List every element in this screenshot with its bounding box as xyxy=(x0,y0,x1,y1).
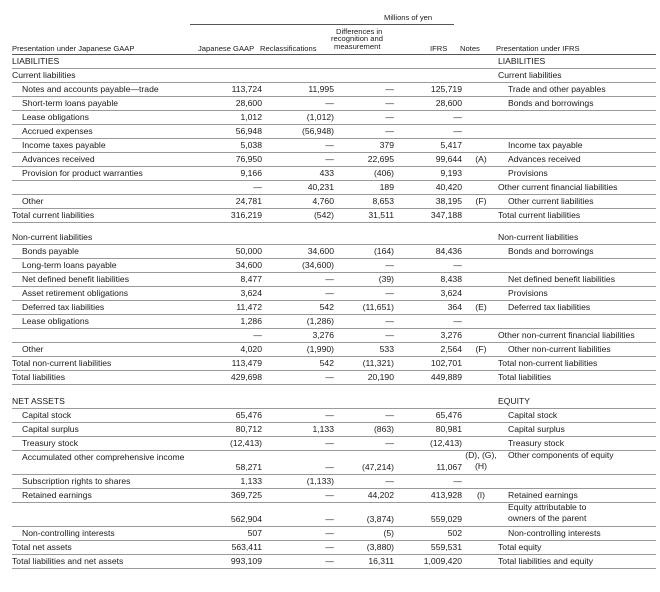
ifrs-caption: Other current liabilities xyxy=(508,196,594,206)
table-row xyxy=(12,54,656,69)
jgaap-caption: Capital surplus xyxy=(22,424,79,434)
ifrs-amount: 28,600 xyxy=(435,98,462,108)
note-reference: (F) xyxy=(475,196,487,206)
header-units: Millions of yen xyxy=(384,13,433,22)
ifrs-amount: 40,420 xyxy=(435,182,462,192)
note-reference xyxy=(464,82,498,96)
jgaap-caption: Accumulated other comprehensive income xyxy=(22,452,185,462)
table-row xyxy=(12,436,656,451)
reclassification-amount: 542 xyxy=(319,358,334,368)
ifrs-caption: Trade and other payables xyxy=(508,84,606,94)
jgaap-caption: Total current liabilities xyxy=(12,210,95,220)
jgaap-caption: Short-term loans payable xyxy=(22,98,119,108)
ifrs-amount: 1,009,420 xyxy=(423,556,462,566)
ifrs-caption-line-1: Equity attributable to xyxy=(508,502,587,512)
note-reference xyxy=(464,408,498,422)
difference-amount: (406) xyxy=(373,168,394,178)
jgaap-caption: Lease obligations xyxy=(22,316,89,326)
difference-amount: — xyxy=(385,84,394,94)
reclassification-amount: — xyxy=(325,274,334,284)
table-row xyxy=(12,488,656,503)
table-row xyxy=(12,422,656,437)
ifrs-caption: Current liabilities xyxy=(498,70,562,80)
jgaap-amount: 50,000 xyxy=(235,246,262,256)
table-row xyxy=(12,124,656,139)
note-reference xyxy=(464,526,498,540)
ifrs-amount: 559,531 xyxy=(430,542,462,552)
ifrs-amount: 3,276 xyxy=(440,330,462,340)
jgaap-amount: 65,476 xyxy=(235,410,262,420)
header-col-reclass: Reclassifications xyxy=(260,44,317,53)
ifrs-caption: Capital stock xyxy=(508,410,558,420)
header-col-right: Presentation under IFRS xyxy=(496,44,580,53)
ifrs-amount: 11,067 xyxy=(436,462,462,472)
table-row xyxy=(12,554,656,569)
jgaap-amount: 369,725 xyxy=(230,490,262,500)
ifrs-caption xyxy=(498,110,656,124)
jgaap-amount: 58,271 xyxy=(235,462,262,472)
reclassification-amount: — xyxy=(325,410,334,420)
ifrs-amount: 347,188 xyxy=(430,210,462,220)
reclassification-amount: — xyxy=(325,556,334,566)
reclassification-amount: (1,133) xyxy=(306,476,334,486)
table-row xyxy=(12,258,656,273)
note-reference xyxy=(464,554,498,568)
jgaap-amount: — xyxy=(253,330,262,340)
difference-amount xyxy=(334,68,394,82)
ifrs-caption: Non-controlling interests xyxy=(508,528,601,538)
ifrs-caption: Other current financial liabilities xyxy=(498,182,618,192)
reclassification-amount: 40,231 xyxy=(307,182,334,192)
ifrs-amount: — xyxy=(453,112,462,122)
jgaap-caption: Bonds payable xyxy=(22,246,79,256)
ifrs-amount: 413,928 xyxy=(430,490,462,500)
note-reference xyxy=(464,328,498,342)
ifrs-amount: 80,981 xyxy=(435,424,462,434)
table-row xyxy=(12,194,656,209)
difference-amount: (3,874) xyxy=(366,514,394,524)
ifrs-caption: Other non-current financial liabilities xyxy=(498,330,635,340)
reclassification-amount: — xyxy=(325,462,334,472)
note-reference: (F) xyxy=(475,344,487,354)
jgaap-amount: 1,133 xyxy=(240,476,262,486)
jgaap-caption: LIABILITIES xyxy=(12,56,60,66)
jgaap-caption: Lease obligations xyxy=(22,112,89,122)
ifrs-caption: Capital surplus xyxy=(508,424,565,434)
table-row xyxy=(12,272,656,287)
note-reference xyxy=(464,138,498,152)
reclassification-amount: 11,995 xyxy=(308,84,334,94)
ifrs-amount: 99,644 xyxy=(435,154,462,164)
ifrs-caption: Total liabilities xyxy=(498,372,552,382)
note-reference xyxy=(464,166,498,180)
ifrs-amount: — xyxy=(453,476,462,486)
jgaap-amount: 4,020 xyxy=(240,344,262,354)
ifrs-amount xyxy=(400,54,462,68)
jgaap-amount xyxy=(190,54,262,68)
jgaap-amount: 11,472 xyxy=(236,302,262,312)
jgaap-caption: Capital stock xyxy=(22,410,72,420)
reclassification-amount: 1,133 xyxy=(312,424,334,434)
ifrs-caption xyxy=(498,258,656,272)
ifrs-caption: Advances received xyxy=(508,154,581,164)
note-reference xyxy=(464,286,498,300)
jgaap-caption: Deferred tax liabilities xyxy=(22,302,105,312)
table-row xyxy=(12,152,656,167)
table-row xyxy=(12,110,656,125)
ifrs-amount: — xyxy=(453,126,462,136)
table-row xyxy=(12,408,656,423)
difference-amount: (5) xyxy=(383,528,394,538)
difference-amount: — xyxy=(385,438,394,448)
ifrs-amount: 8,438 xyxy=(440,274,462,284)
ifrs-caption: EQUITY xyxy=(498,396,530,406)
table-row xyxy=(12,502,656,527)
ifrs-amount: — xyxy=(453,260,462,270)
jgaap-caption: Current liabilities xyxy=(12,70,76,80)
ifrs-caption: Other non-current liabilities xyxy=(508,344,611,354)
header-diff-line-1: Differences in xyxy=(336,27,383,36)
note-reference xyxy=(464,258,498,272)
reclassification-amount xyxy=(264,68,334,82)
table-row xyxy=(12,450,656,475)
reclassification-amount: — xyxy=(325,98,334,108)
difference-amount xyxy=(334,394,394,408)
table-row xyxy=(12,526,656,541)
difference-amount: 22,695 xyxy=(367,154,394,164)
difference-amount: 189 xyxy=(379,182,394,192)
ifrs-caption: Other components of equity xyxy=(508,450,614,460)
table-row xyxy=(12,96,656,111)
header-col-notes: Notes xyxy=(460,44,480,53)
difference-amount: — xyxy=(385,316,394,326)
jgaap-caption: Accrued expenses xyxy=(22,126,93,136)
jgaap-amount: 34,600 xyxy=(235,260,262,270)
note-reference xyxy=(464,54,498,68)
reclassification-amount xyxy=(264,54,334,68)
jgaap-amount: 9,166 xyxy=(240,168,262,178)
table-row xyxy=(12,328,656,343)
table-row xyxy=(12,166,656,181)
ifrs-amount xyxy=(400,394,462,408)
note-reference xyxy=(464,272,498,286)
difference-amount: — xyxy=(385,476,394,486)
difference-amount: (3,880) xyxy=(366,542,394,552)
ifrs-caption: Bonds and borrowings xyxy=(508,98,594,108)
reclassification-amount: 4,760 xyxy=(312,196,334,206)
reclassification-amount xyxy=(264,230,334,244)
table-row xyxy=(12,300,656,315)
jgaap-amount: — xyxy=(253,182,262,192)
ifrs-caption: Provisions xyxy=(508,288,548,298)
table-row xyxy=(12,138,656,153)
ifrs-caption: Retained earnings xyxy=(508,490,578,500)
reclassification-amount: 34,600 xyxy=(307,246,334,256)
ifrs-caption xyxy=(498,314,656,328)
jgaap-amount: 28,600 xyxy=(235,98,262,108)
header-diff-line-2: recognition and xyxy=(331,34,383,43)
difference-amount: — xyxy=(385,410,394,420)
jgaap-caption: Total net assets xyxy=(12,542,72,552)
reclassification-amount: (1,286) xyxy=(306,316,334,326)
difference-amount xyxy=(334,54,394,68)
ifrs-amount: 38,195 xyxy=(435,196,462,206)
ifrs-caption: Income tax payable xyxy=(508,140,583,150)
reclassification-amount: 542 xyxy=(319,302,334,312)
header-top-rule xyxy=(190,24,454,25)
difference-amount: — xyxy=(385,330,394,340)
table-row xyxy=(12,540,656,555)
ifrs-amount xyxy=(400,68,462,82)
difference-amount: 44,202 xyxy=(367,490,394,500)
note-reference xyxy=(464,370,498,384)
note-reference xyxy=(464,314,498,328)
ifrs-caption: Total current liabilities xyxy=(498,210,581,220)
ifrs-caption: LIABILITIES xyxy=(498,56,546,66)
ifrs-amount: 502 xyxy=(447,528,462,538)
difference-amount: (11,321) xyxy=(362,358,394,368)
reclassification-amount: (1,012) xyxy=(306,112,334,122)
jgaap-amount: 1,286 xyxy=(240,316,262,326)
note-reference xyxy=(464,436,498,450)
header-col-jgaap: Japanese GAAP xyxy=(198,44,255,53)
ifrs-caption xyxy=(498,474,656,488)
note-reference xyxy=(464,180,498,194)
difference-amount: 31,511 xyxy=(368,210,394,220)
ifrs-amount: (12,413) xyxy=(429,438,462,448)
note-reference xyxy=(464,68,498,82)
ifrs-amount: 5,417 xyxy=(440,140,462,150)
jgaap-caption: Total non-current liabilities xyxy=(12,358,112,368)
note-reference-line-1: (D), (G), xyxy=(465,450,497,460)
ifrs-amount: 559,029 xyxy=(430,514,462,524)
header-col-ifrs: IFRS xyxy=(430,44,448,53)
jgaap-caption: Provision for product warranties xyxy=(22,168,143,178)
ifrs-amount: 449,889 xyxy=(430,372,462,382)
ifrs-amount: 84,436 xyxy=(435,246,462,256)
jgaap-caption: Retained earnings xyxy=(22,490,92,500)
ifrs-amount: 3,624 xyxy=(440,288,462,298)
note-reference xyxy=(464,356,498,370)
ifrs-amount: 9,193 xyxy=(440,168,462,178)
reclassification-amount xyxy=(264,394,334,408)
jgaap-caption: Total liabilities xyxy=(12,372,66,382)
ifrs-amount: 102,701 xyxy=(430,358,462,368)
jgaap-amount: 1,012 xyxy=(240,112,262,122)
jgaap-amount: 113,724 xyxy=(231,84,262,94)
ifrs-caption: Bonds and borrowings xyxy=(508,246,594,256)
difference-amount: — xyxy=(385,260,394,270)
jgaap-amount: 562,904 xyxy=(230,514,262,524)
table-row xyxy=(12,180,656,195)
difference-amount: — xyxy=(385,126,394,136)
ifrs-caption-line-2: owners of the parent xyxy=(508,513,587,523)
reclassification-amount: — xyxy=(325,288,334,298)
jgaap-caption xyxy=(12,328,190,342)
reclassification-amount: — xyxy=(325,140,334,150)
table-row xyxy=(12,208,656,223)
reclassification-amount: 433 xyxy=(319,168,334,178)
jgaap-amount: 3,624 xyxy=(240,288,262,298)
difference-amount xyxy=(334,230,394,244)
header-diff-line-3: measurement xyxy=(334,42,381,51)
jgaap-amount: 56,948 xyxy=(235,126,262,136)
jgaap-amount: 316,219 xyxy=(230,210,262,220)
jgaap-caption: Total liabilities and net assets xyxy=(12,556,124,566)
table-row xyxy=(12,342,656,357)
jgaap-amount: 563,411 xyxy=(231,542,262,552)
jgaap-amount: 113,479 xyxy=(231,358,262,368)
ifrs-amount: 2,564 xyxy=(440,344,462,354)
jgaap-amount: 24,781 xyxy=(235,196,262,206)
reclassification-amount: — xyxy=(325,542,334,552)
table-row xyxy=(12,394,656,409)
jgaap-amount: 76,950 xyxy=(235,154,262,164)
reclassification-amount: (34,600) xyxy=(301,260,334,270)
table-row xyxy=(12,230,656,245)
difference-amount: 533 xyxy=(379,344,394,354)
ifrs-amount: 364 xyxy=(447,302,462,312)
reclassification-amount: — xyxy=(325,154,334,164)
jgaap-caption: NET ASSETS xyxy=(12,396,65,406)
note-reference xyxy=(464,394,498,408)
ifrs-caption: Net defined benefit liabilities xyxy=(508,274,616,284)
difference-amount: 8,653 xyxy=(372,196,394,206)
note-reference xyxy=(464,244,498,258)
jgaap-caption: Asset retirement obligations xyxy=(22,288,129,298)
jgaap-amount xyxy=(190,230,262,244)
table-row xyxy=(12,370,656,385)
reclassification-amount: — xyxy=(325,372,334,382)
ifrs-amount: — xyxy=(453,316,462,326)
difference-amount: (47,214) xyxy=(361,462,394,472)
jgaap-caption: Notes and accounts payable—trade xyxy=(22,84,159,94)
note-reference xyxy=(464,124,498,138)
difference-amount: — xyxy=(385,288,394,298)
note-reference xyxy=(464,96,498,110)
jgaap-amount xyxy=(190,394,262,408)
jgaap-caption: Non-controlling interests xyxy=(22,528,115,538)
ifrs-caption: Provisions xyxy=(508,168,548,178)
note-reference xyxy=(464,474,498,488)
ifrs-caption: Total non-current liabilities xyxy=(498,358,598,368)
jgaap-amount: 80,712 xyxy=(235,424,262,434)
table-row xyxy=(12,314,656,329)
jgaap-amount: 507 xyxy=(247,528,262,538)
ifrs-amount: 65,476 xyxy=(435,410,462,420)
note-reference: (I) xyxy=(476,490,486,500)
note-reference xyxy=(464,230,498,244)
ifrs-caption: Treasury stock xyxy=(508,438,565,448)
table-row xyxy=(12,356,656,371)
jgaap-amount: (12,413) xyxy=(229,438,262,448)
jgaap-caption: Advances received xyxy=(22,154,95,164)
difference-amount: 20,190 xyxy=(367,372,394,382)
ifrs-caption: Non-current liabilities xyxy=(498,232,579,242)
note-reference: (A) xyxy=(475,154,487,164)
note-reference xyxy=(464,110,498,124)
difference-amount: — xyxy=(385,98,394,108)
reclassification-amount: — xyxy=(325,438,334,448)
jgaap-amount: 993,109 xyxy=(230,556,262,566)
difference-amount: (863) xyxy=(373,424,394,434)
ifrs-caption: Deferred tax liabilities xyxy=(508,302,591,312)
ifrs-caption xyxy=(498,502,656,526)
reclassification-amount: — xyxy=(325,490,334,500)
reclassification-amount: — xyxy=(325,514,334,524)
jgaap-caption: Other xyxy=(22,196,44,206)
difference-amount: — xyxy=(385,112,394,122)
jgaap-caption: Net defined benefit liabilities xyxy=(22,274,130,284)
note-reference-line-2: (H) xyxy=(475,461,487,471)
reclassification-amount: (542) xyxy=(313,210,334,220)
note-reference xyxy=(464,540,498,554)
jgaap-amount xyxy=(190,68,262,82)
reclassification-amount: — xyxy=(325,528,334,538)
ifrs-amount xyxy=(400,230,462,244)
jgaap-caption xyxy=(12,180,190,194)
note-reference: (E) xyxy=(475,302,487,312)
note-reference xyxy=(464,208,498,222)
reclassification-amount: (56,948) xyxy=(301,126,334,136)
jgaap-amount: 8,477 xyxy=(240,274,262,284)
reclassification-amount: 3,276 xyxy=(312,330,334,340)
jgaap-caption: Treasury stock xyxy=(22,438,79,448)
table-row xyxy=(12,244,656,259)
ifrs-amount: 125,719 xyxy=(430,84,462,94)
jgaap-amount: 5,038 xyxy=(240,140,262,150)
difference-amount: (11,651) xyxy=(362,302,394,312)
jgaap-caption: Other xyxy=(22,344,44,354)
reclassification-amount: (1,990) xyxy=(306,344,334,354)
ifrs-caption xyxy=(498,124,656,138)
note-reference xyxy=(464,450,498,474)
jgaap-amount: 429,698 xyxy=(230,372,262,382)
table-row xyxy=(12,82,656,97)
table-row xyxy=(12,474,656,489)
jgaap-caption: Subscription rights to shares xyxy=(22,476,131,486)
header-col-left: Presentation under Japanese GAAP xyxy=(12,44,135,53)
table-row xyxy=(12,286,656,301)
difference-amount: (39) xyxy=(378,274,394,284)
difference-amount: (164) xyxy=(373,246,394,256)
difference-amount: 16,311 xyxy=(368,556,394,566)
difference-amount: 379 xyxy=(379,140,394,150)
jgaap-caption: Long-term loans payable xyxy=(22,260,117,270)
table-row xyxy=(12,68,656,83)
jgaap-caption: Non-current liabilities xyxy=(12,232,93,242)
note-reference xyxy=(464,422,498,436)
ifrs-caption: Total liabilities and equity xyxy=(498,556,594,566)
jgaap-caption xyxy=(12,502,190,526)
jgaap-caption: Income taxes payable xyxy=(22,140,106,150)
ifrs-caption: Total equity xyxy=(498,542,542,552)
